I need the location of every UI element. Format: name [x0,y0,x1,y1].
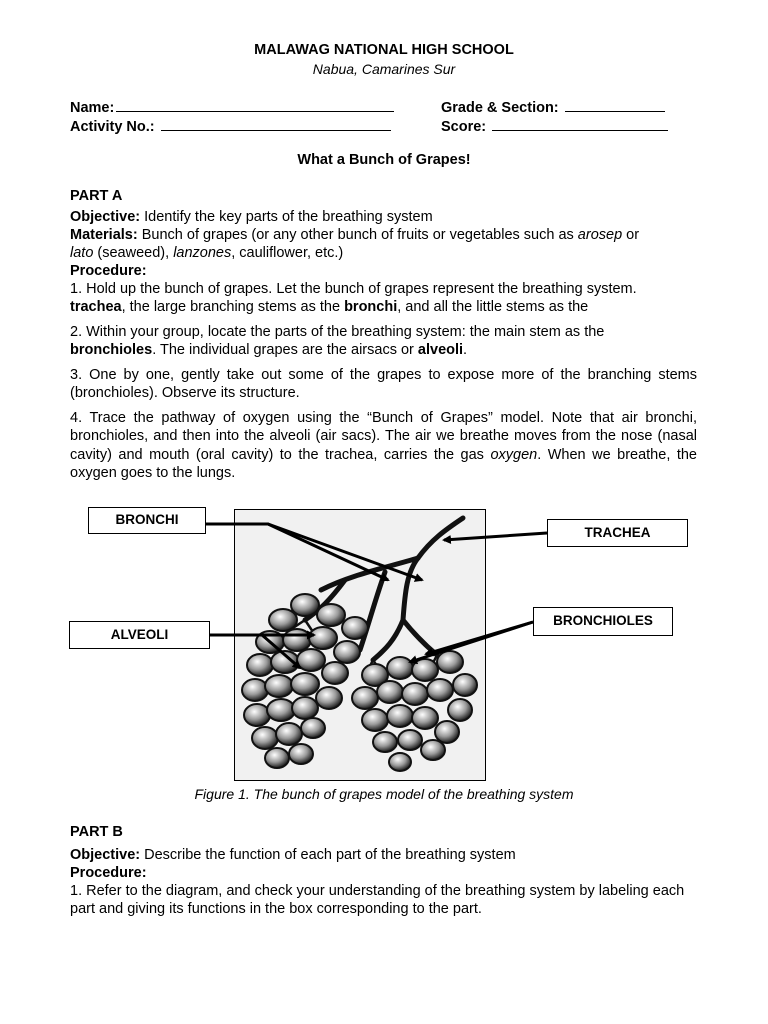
label-trachea: TRACHEA [547,519,688,547]
part-b-procedure-label [70,864,697,882]
bronchioles-arrow-2 [426,622,533,654]
school-location: Nabua, Camarines Sur [312,61,456,77]
activity-no-label: Activity No.: [70,119,155,135]
part-b-heading: PART B [70,824,123,840]
part-b-objective-label: Objective: [70,847,141,863]
procedure-label: Procedure: [70,263,147,279]
step-2-text-2: . The individual grapes are the airsacs or [152,342,418,359]
bronchi-arrow-2 [268,524,422,580]
score-label: Score: [441,119,487,135]
step-4-text-2: . When we breathe, the oxygen goes to the lungs. [70,446,697,481]
label-bronchi: BRONCHI [88,507,206,534]
figure-caption: Figure 1. The bunch of grapes model of the breathing system [194,786,574,802]
bronchi-arrow-1 [206,524,388,580]
term-oxygen: oxygen [490,446,538,463]
term-alveoli: alveoli [417,342,464,359]
activity-title: What a Bunch of Grapes! [297,152,471,168]
trachea-arrow [444,533,547,540]
step-1-text-3: , and all the little stems as the [397,299,589,316]
step-1-text-2: , the large branching stems as the [121,299,345,316]
part-b-objective-text: Describe the function of each part of the breathing system [140,847,516,863]
materials-or: or [622,227,640,243]
materials-text: Bunch of grapes (or any other bunch of fruits or vegetables such as [137,227,578,243]
school-name: MALAWAG NATIONAL HIGH SCHOOL [254,42,514,58]
materials-rest: , cauliflower, etc.) [231,245,344,262]
materials-lato: lato [70,245,94,262]
part-b-objective [70,846,697,864]
part-b-procedure-text: Procedure: [70,865,147,881]
name-label: Name: [70,100,115,116]
objective-text: Identify the key parts of the breathing system [140,209,433,225]
label-bronchioles: BRONCHIOLES [533,607,673,636]
alveoli-arrow-2 [262,635,300,668]
part-b-step-1: 1. Refer to the diagram, and check your understanding of the breathing system by labeling each part and giving its functions in the box corresponding to the part. [70,883,685,918]
step-2-text-3: . [463,342,468,359]
part-a-heading: PART A [70,188,123,204]
step-1-text: 1. Hold up the bunch of grapes. Let the bunch of grapes represent the breathing system. [70,281,637,297]
materials-arosep: arosep [577,227,623,243]
term-bronchi: bronchi [344,299,398,316]
term-bronchioles: bronchioles [70,342,153,359]
materials-seaweed: (seaweed), [93,245,174,262]
materials-label: Materials: [70,227,138,243]
label-alveoli: ALVEOLI [69,621,210,649]
step-2-text: 2. Within your group, locate the parts of the breathing system: the main stem as the [70,324,605,340]
materials-lanzones: lanzones [173,245,232,262]
part-a-step-3: 3. One by one, gently take out some of the grapes to expose more of the branching stems (bronchioles). Observe its structure. [70,367,697,402]
grade-section-label: Grade & Section: [441,100,559,116]
step-4-text: 4. Trace the pathway of oxygen using the “Bunch of Grapes” model. Note that air bronchi, bronchioles, and then into the alveoli (air sacs). The air we breathe moves from the nose (nasal cavity) and mouth (oral cavity) to the trachea, carries the gas [70,410,697,463]
objective-label: Objective: [70,209,141,225]
term-trachea: trachea [70,299,122,316]
